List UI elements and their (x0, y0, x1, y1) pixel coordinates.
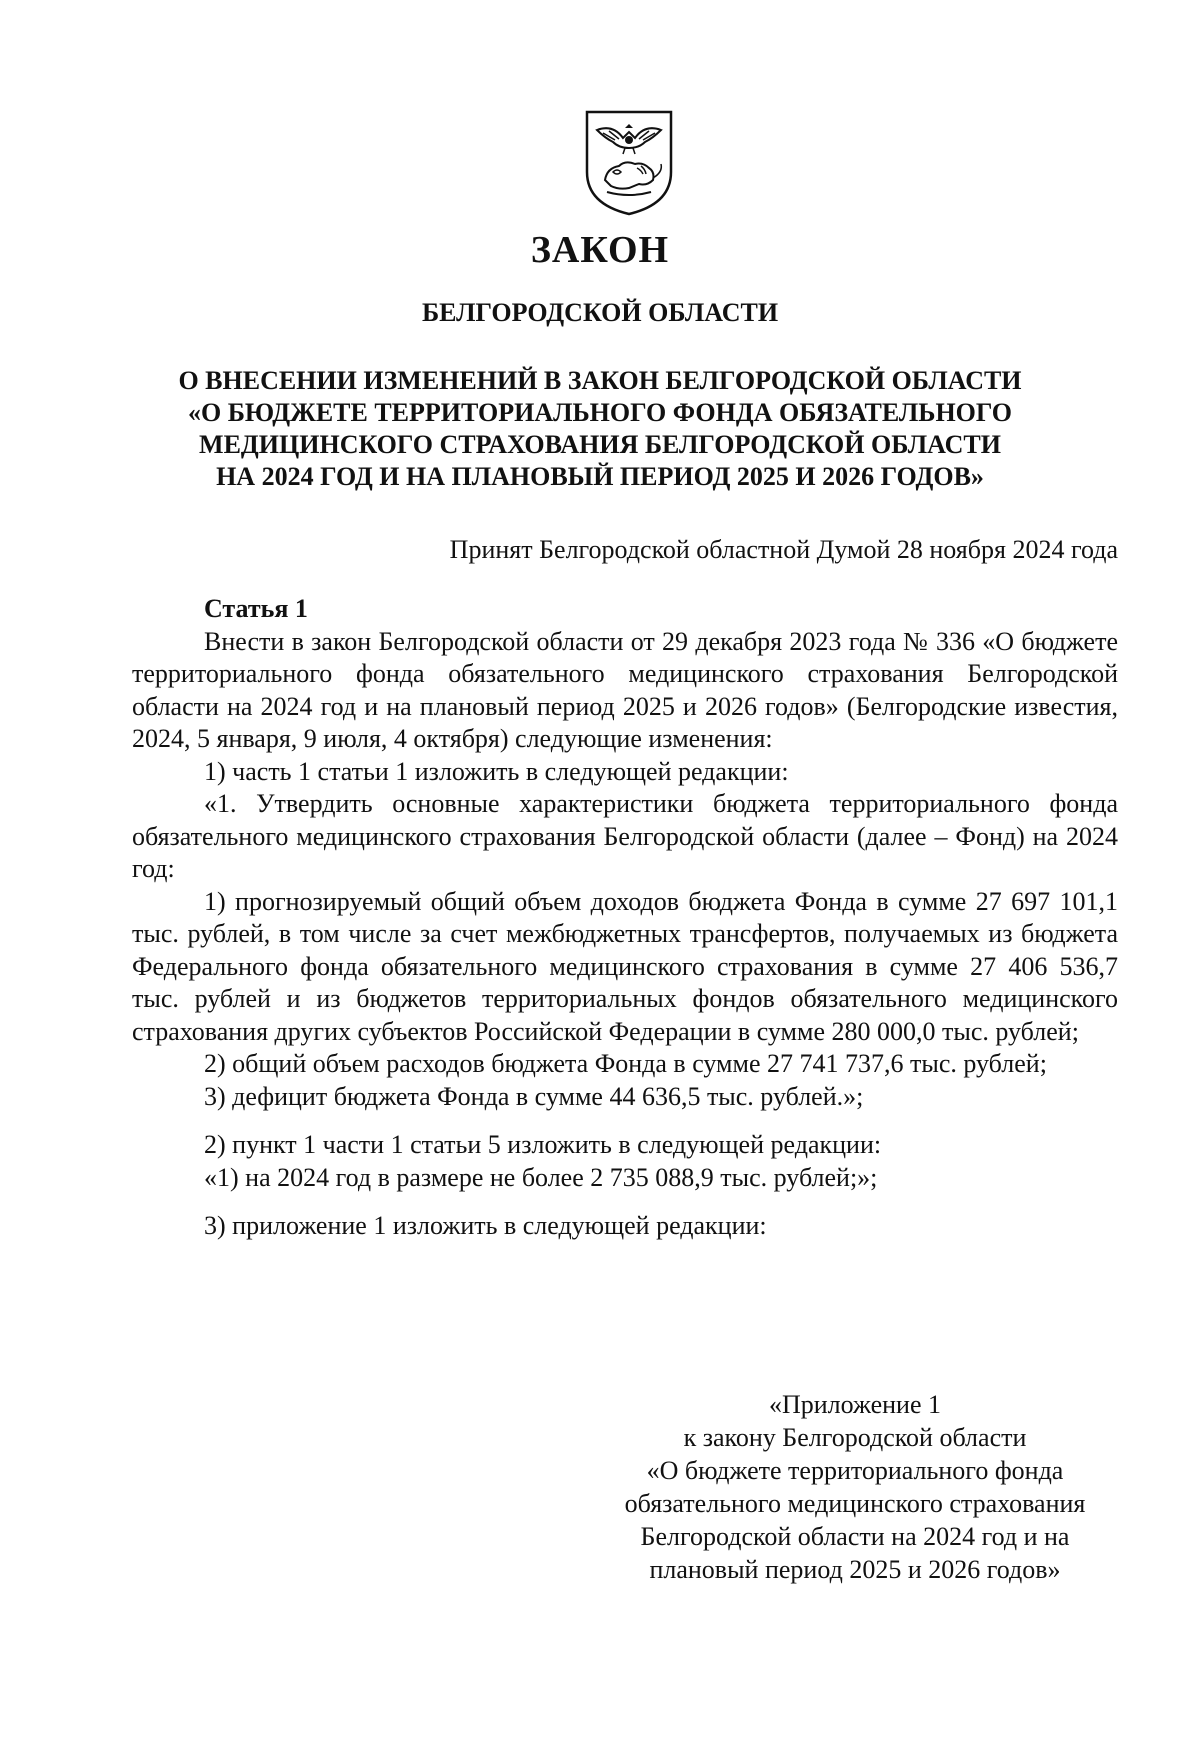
law-name-line: «О БЮДЖЕТЕ ТЕРРИТОРИАЛЬНОГО ФОНДА ОБЯЗАТЕЛЬНОГО (187, 398, 1013, 427)
appendix-line: плановый период 2025 и 2026 годов» (649, 1555, 1061, 1584)
belgorod-coat-of-arms-icon (583, 108, 675, 218)
appendix-line: «О бюджете территориального фонда (646, 1456, 1064, 1485)
law-name-line: О ВНЕСЕНИИ ИЗМЕНЕНИЙ В ЗАКОН БЕЛГОРОДСКОЙ ОБЛАСТИ (178, 366, 1022, 395)
document-title: ЗАКОН (530, 229, 670, 271)
amendment-item-2: 2) пункт 1 части 1 статьи 5 изложить в следующей редакции: (204, 1130, 882, 1159)
article-title: Статья 1 (204, 594, 308, 623)
appendix-line: «Приложение 1 (768, 1390, 942, 1419)
amendment-subitem-1: 1) прогнозируемый общий объем доходов бюджета Фонда в сумме 27 697 101,1 тыс. рублей, в том числе за счет межбюджетных трансфертов, получаемых из бюджета Федерального фонда обязательного медицинского страхования в сумме 27 406 536,7 тыс. рублей и из бюджетов территориальных фондов обязательного медицинского страхования других субъектов Российской Федерации в сумме 280 000,0 тыс. рублей; (132, 886, 1118, 1046)
adoption-note: Принят Белгородской областной Думой 28 ноября 2024 года (449, 535, 1118, 564)
article-body (132, 593, 1118, 1243)
amendment-item-1: 1) часть 1 статьи 1 изложить в следующей редакции: (204, 756, 789, 786)
amendment-item-2-quote: «1) на 2024 год в размере не более 2 735 088,9 тыс. рублей;»; (204, 1162, 878, 1192)
appendix-line: к закону Белгородской области (683, 1423, 1027, 1452)
appendix-line: Белгородской области на 2024 год и на (640, 1522, 1070, 1551)
law-name (0, 365, 1200, 493)
paragraph-gap (132, 1113, 1118, 1129)
document-subtitle: БЕЛГОРОДСКОЙ ОБЛАСТИ (421, 298, 779, 327)
amendment-item-1-quote: «1. Утвердить основные характеристики бюджета территориального фонда обязательного медицинского страхования Белгородской области (далее – Фонд) на 2024 год: (132, 789, 1118, 883)
appendix-line: обязательного медицинского страхования (624, 1489, 1086, 1518)
paragraph-gap (132, 1194, 1118, 1210)
amendment-subitem-2: 2) общий объем расходов бюджета Фонда в сумме 27 741 737,6 тыс. рублей; (204, 1049, 1047, 1078)
amendment-subitem-3: 3) дефицит бюджета Фонда в сумме 44 636,5 тыс. рублей.»; (204, 1081, 864, 1111)
article-intro-paragraph: Внести в закон Белгородской области от 29 декабря 2023 года № 336 «О бюджете территориального фонда обязательного медицинского страхования Белгородской области на 2024 год и на плановый период 2025 и 2026 годов» (Белгородские известия, 2024, 5 января, 9 июля, 4 октября) следующие изменения: (132, 626, 1118, 753)
amendment-item-3: 3) приложение 1 изложить в следующей редакции: (204, 1211, 767, 1240)
appendix-header (585, 1388, 1125, 1586)
law-name-line: МЕДИЦИНСКОГО СТРАХОВАНИЯ БЕЛГОРОДСКОЙ ОБЛАСТИ (199, 430, 1001, 459)
law-name-line: НА 2024 ГОД И НА ПЛАНОВЫЙ ПЕРИОД 2025 И 2026 ГОДОВ» (216, 462, 984, 491)
